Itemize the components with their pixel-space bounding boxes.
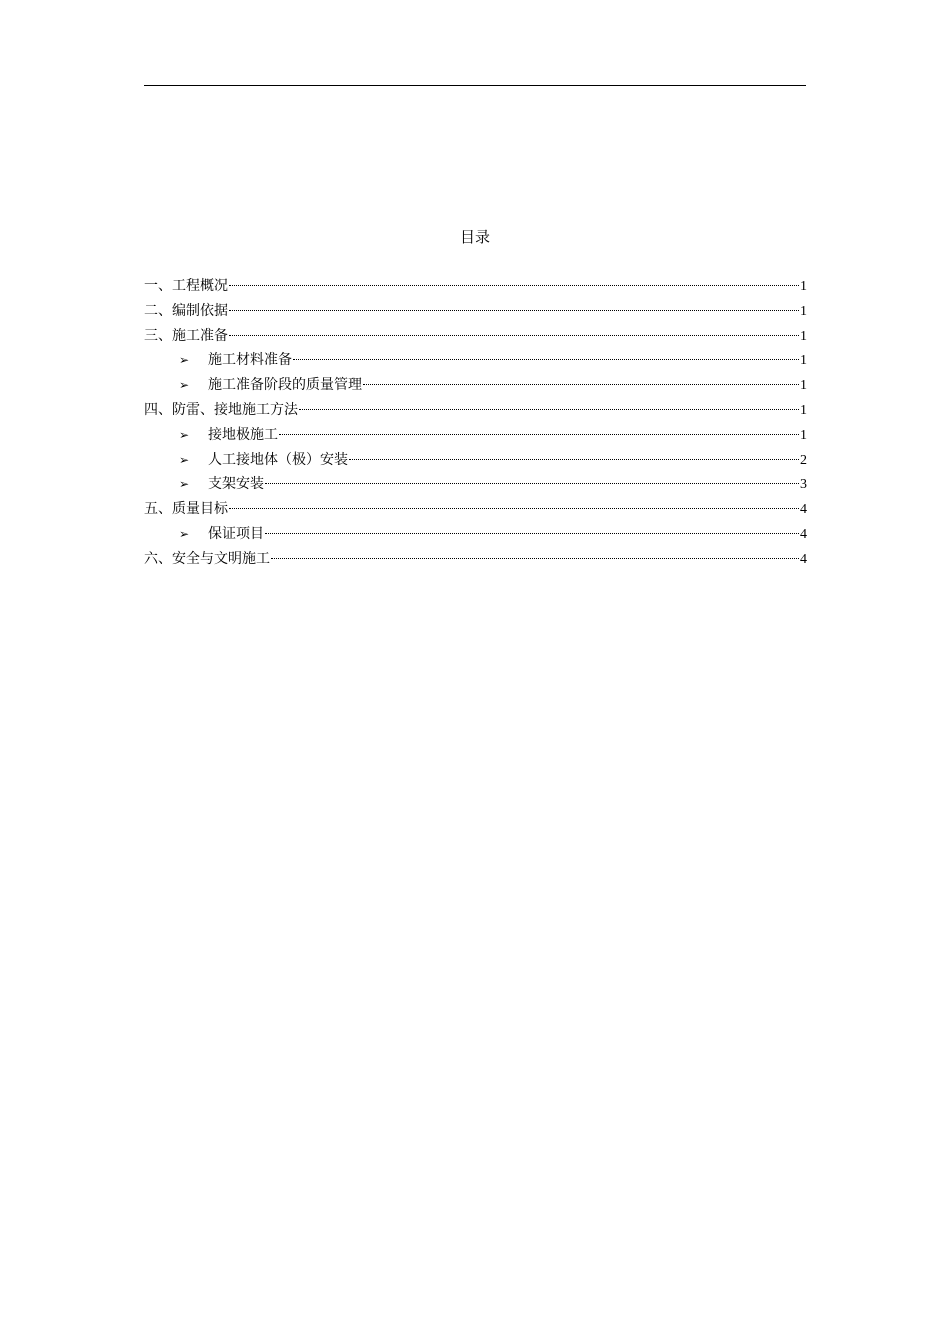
toc-entry[interactable] [144,400,807,425]
dot-leader [349,459,799,460]
toc-page-number: 1 [800,279,807,294]
dot-leader [293,359,799,360]
toc-page-number: 4 [800,502,807,518]
arrow-bullet-icon: ➢ [179,452,190,467]
dot-leader [299,409,799,410]
toc-entry-text: 保证项目 [208,525,264,542]
arrow-bullet-icon: ➢ [179,353,190,368]
toc-page-number: 1 [800,353,807,369]
toc-page-number: 4 [800,551,807,567]
toc-entry[interactable] [144,499,807,524]
toc-subentry[interactable] [144,474,807,499]
toc-entry-text: 四、防雷、接地施工方法 [144,401,298,418]
toc-entry-text: 施工准备阶段的质量管理 [208,377,362,394]
arrow-bullet-icon: ➢ [179,378,190,393]
toc-title: 目录 [459,228,490,246]
arrow-bullet-icon: ➢ [179,526,190,541]
toc-page-number: 1 [800,328,807,344]
dot-leader [271,558,799,559]
toc-entry[interactable] [144,301,807,326]
toc-page-number: 1 [800,402,807,418]
toc-page-number: 2 [800,452,807,468]
toc-entry-text: 支架安装 [208,476,264,493]
toc-entry[interactable] [144,276,807,301]
toc-page-number: 1 [800,303,807,319]
toc-entry-text: 五、质量目标 [144,501,228,518]
dot-leader [363,384,799,385]
dot-leader [229,508,799,509]
toc-entry-text: 施工材料准备 [208,352,292,369]
dot-leader [279,434,799,435]
table-of-contents [144,276,807,574]
dot-leader [229,285,799,286]
header-rule [144,85,806,86]
toc-subentry[interactable] [144,425,807,450]
toc-entry-text: 一、工程概况 [144,278,228,294]
toc-page-number: 1 [800,427,807,443]
toc-entry[interactable] [144,549,807,574]
toc-subentry[interactable] [144,450,807,475]
toc-entry-text: 二、编制依据 [144,302,228,319]
toc-subentry[interactable] [144,524,807,549]
arrow-bullet-icon: ➢ [179,477,190,492]
toc-page-number: 4 [800,526,807,542]
toc-subentry[interactable] [144,375,807,400]
dot-leader [265,533,799,534]
toc-entry-text: 接地极施工 [208,426,278,443]
toc-entry-text: 六、安全与文明施工 [144,550,270,567]
arrow-bullet-icon: ➢ [179,427,190,442]
dot-leader [265,483,799,484]
toc-entry-text: 人工接地体（极）安装 [208,451,348,468]
toc-page-number: 3 [800,477,807,493]
toc-page-number: 1 [800,378,807,394]
toc-entry-text: 三、施工准备 [144,327,228,344]
toc-entry[interactable] [144,326,807,351]
dot-leader [229,335,799,336]
dot-leader [229,310,799,311]
toc-subentry[interactable] [144,350,807,375]
